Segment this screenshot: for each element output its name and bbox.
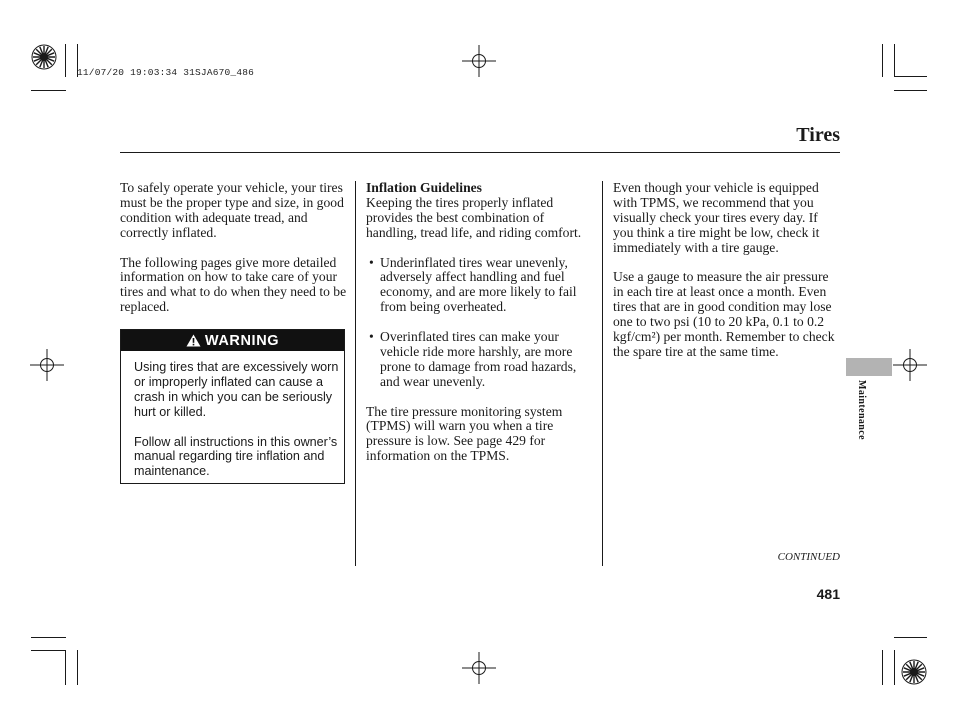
- list-item: • Underinflated tires wear unevenly, adversely affect handling and fuel economy, and are more likely to fail from being overheated.: [366, 256, 596, 316]
- print-stamp: 11/07/20 19:03:34 31SJA670_486: [77, 67, 255, 78]
- column-1: [120, 181, 348, 315]
- warning-box: [120, 329, 345, 484]
- warning-body: [134, 360, 339, 479]
- list-item: • Overinflated tires can make your vehicle ride more harshly, are more prone to damage from road hazards, and wear unevenly.: [366, 330, 596, 390]
- page-number: 481: [816, 586, 840, 602]
- registration-crosshair-icon: [893, 349, 927, 381]
- registration-crosshair-icon: [462, 652, 496, 684]
- intro-paragraph: To safely operate your vehicle, your tires must be the proper type and size, in good condition with adequate tread, and correctly inflated.: [120, 180, 344, 240]
- warning-text: Using tires that are excessively worn or improperly inflated can cause a crash in which you can be seriously hurt or killed.: [134, 360, 339, 419]
- column-divider: [602, 181, 603, 566]
- continued-label: CONTINUED: [777, 551, 840, 563]
- registration-crosshair-icon: [30, 349, 64, 381]
- inflation-bullet-list: [366, 256, 596, 390]
- registration-starburst-icon: [30, 43, 58, 71]
- visual-check-paragraph: Even though your vehicle is equipped with TPMS, we recommend that you visually check your tires every day. If you think a tire might be low, check it immediately with a tire gauge.: [613, 180, 820, 255]
- header-rule: [120, 152, 840, 153]
- warning-header: [121, 330, 344, 351]
- page-title: Tires: [796, 124, 840, 146]
- column-2: [366, 181, 596, 464]
- column-3: [613, 181, 841, 360]
- section-tab-label: Maintenance: [856, 380, 867, 440]
- tpms-paragraph: The tire pressure monitoring system (TPMS) will warn you when a tire pressure is low. See page 429 for information on the TPMS.: [366, 403, 563, 464]
- registration-crosshair-icon: [462, 45, 496, 77]
- gauge-paragraph: Use a gauge to measure the air pressure in each tire at least once a month. Even tires that are in good condition may lose one to two psi (10 to 20 kPa, 0.1 to 0.2 kgf/cm²) per month. Remember to check the spare tire at the same time.: [613, 269, 835, 359]
- warning-triangle-icon: [186, 334, 201, 347]
- section-heading: Inflation Guidelines: [366, 180, 482, 195]
- warning-instruction: Follow all instructions in this owner’s manual regarding tire inflation and maintenance.: [134, 434, 338, 479]
- warning-title: WARNING: [204, 332, 280, 349]
- registration-starburst-icon: [900, 658, 928, 686]
- section-tab-marker: [846, 358, 892, 376]
- info-paragraph: The following pages give more detailed information on how to take care of your tires and what to do when they need to be replaced.: [120, 254, 347, 315]
- inflation-intro: Keeping the tires properly inflated provides the best combination of handling, tread life, and riding comfort.: [366, 194, 582, 240]
- column-divider: [355, 181, 356, 566]
